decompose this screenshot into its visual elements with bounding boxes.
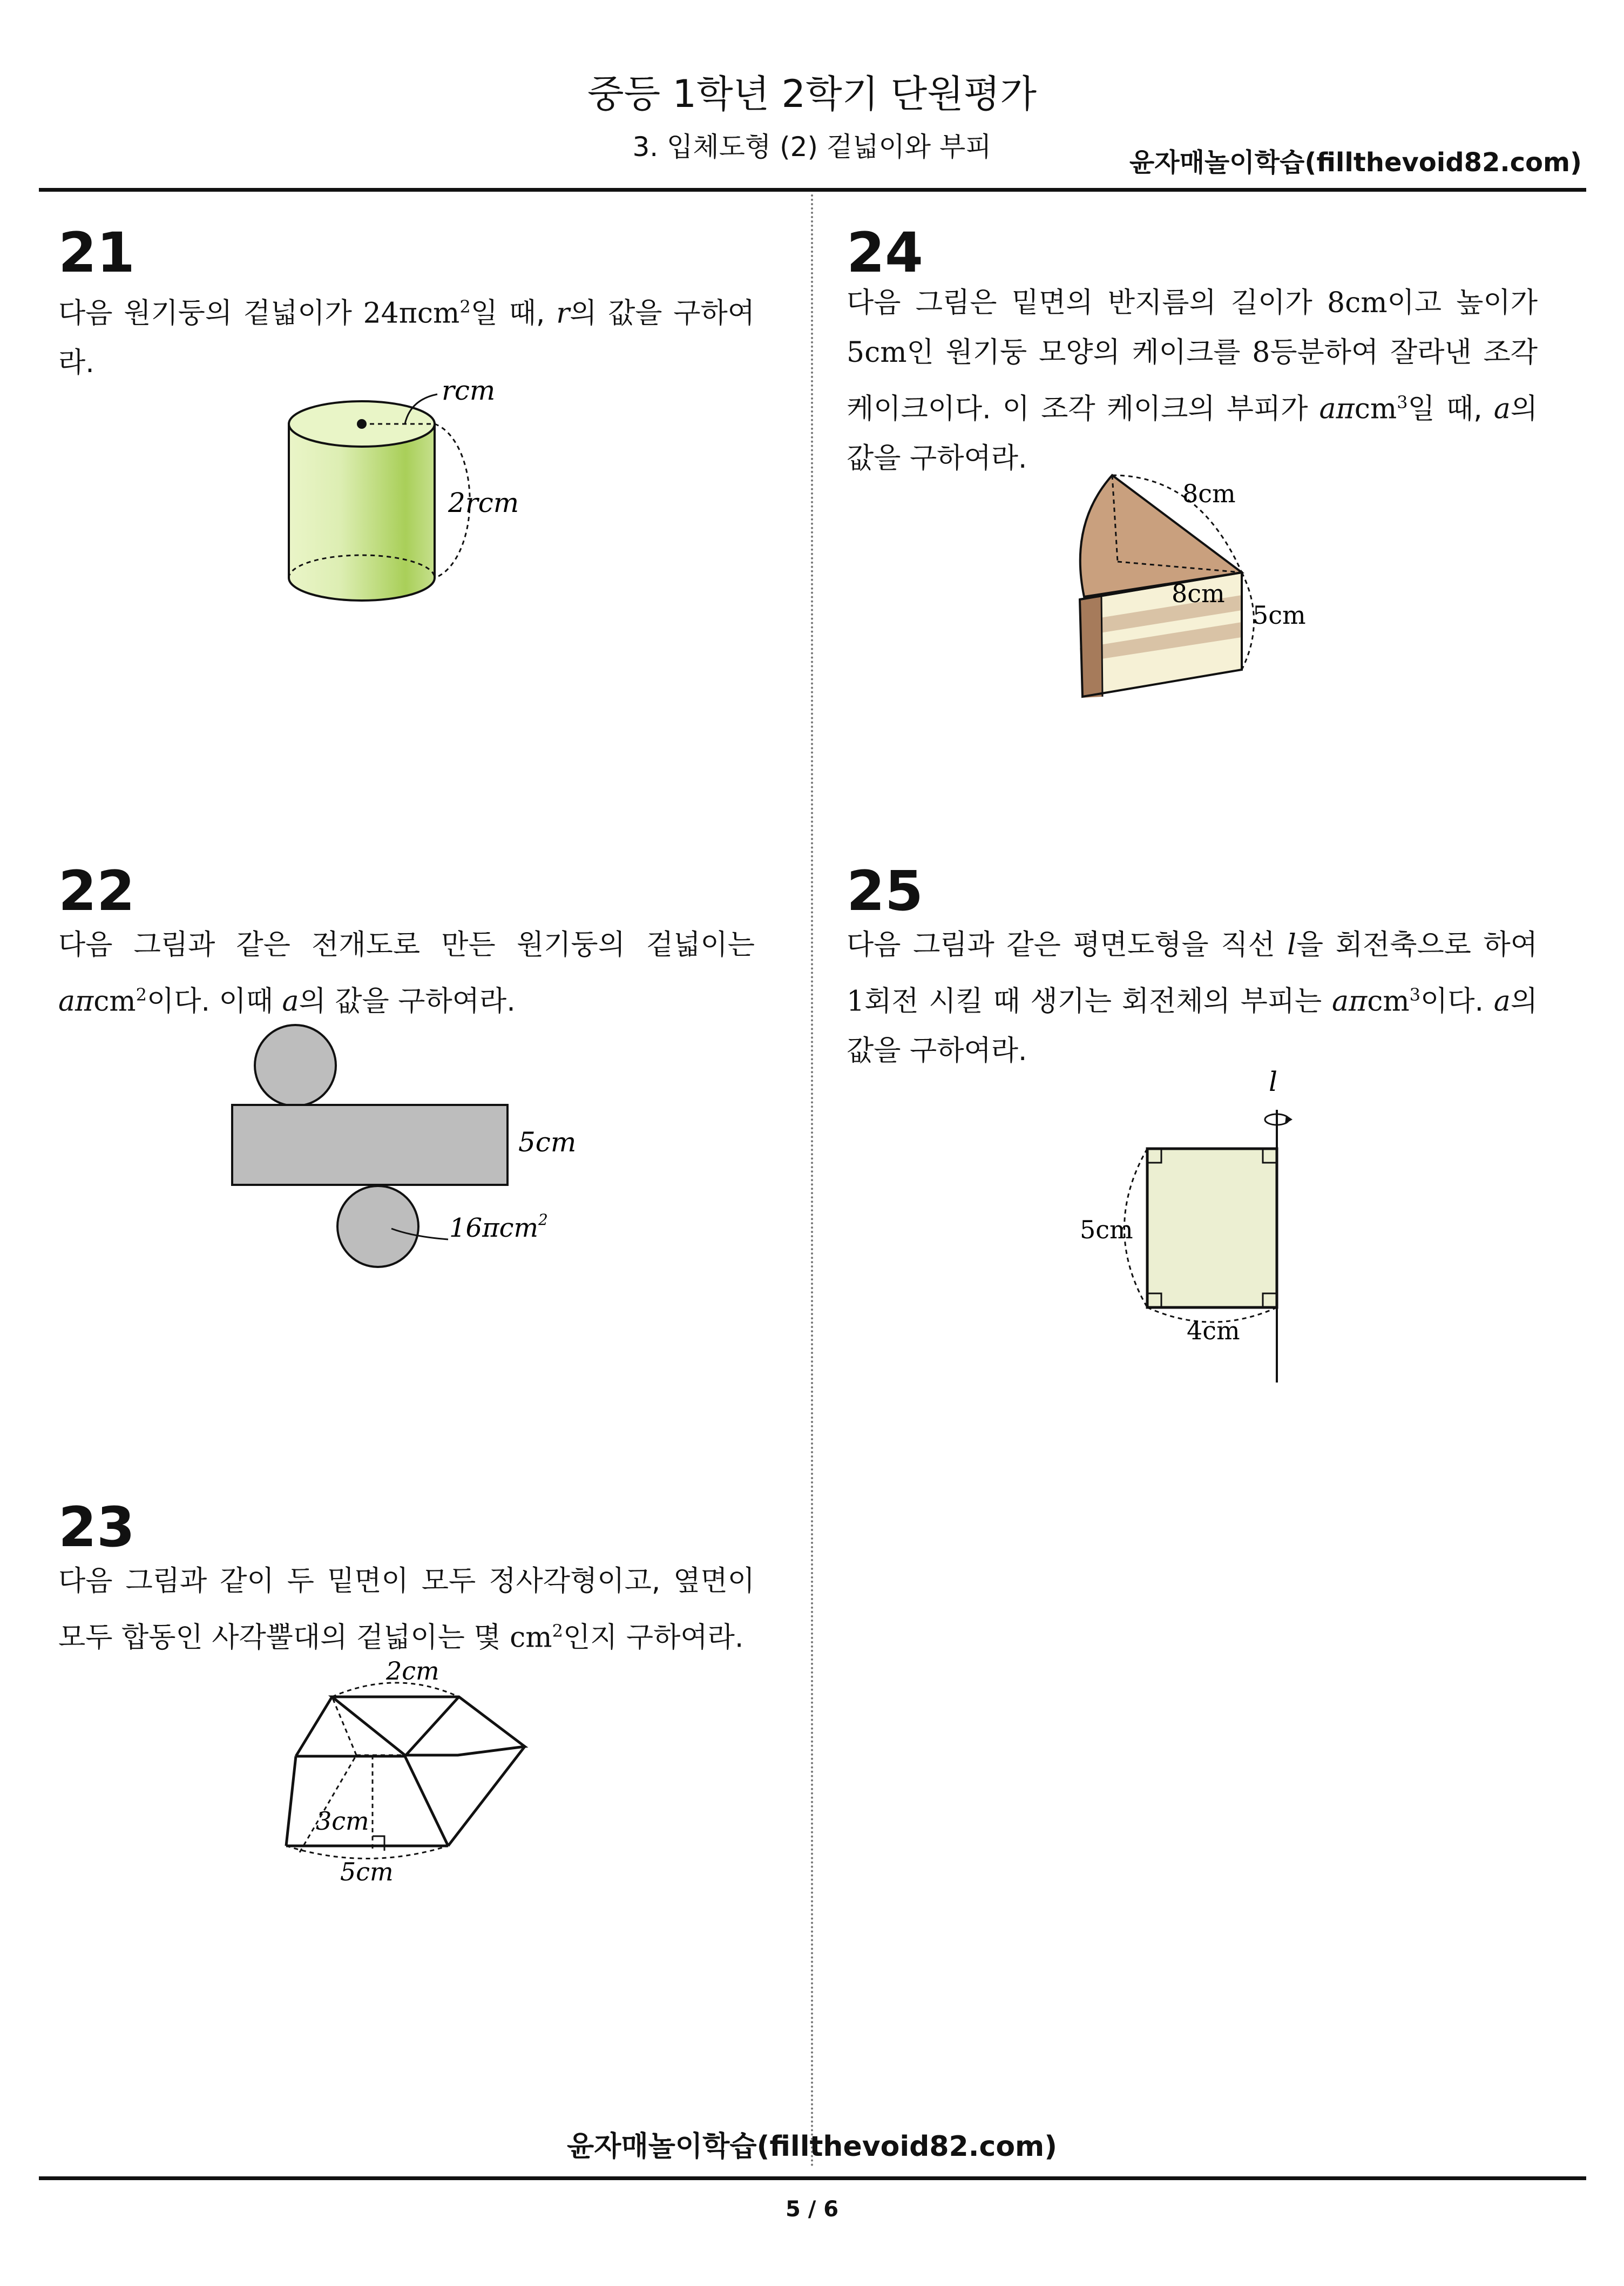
brand-header: 윤자매놀이학습(fillthevoid82.com) [1129,147,1582,178]
question-23-number: 23 [58,1495,135,1560]
rotation-figure [1080,1067,1317,1391]
label-2cm: 2cm [386,1658,439,1685]
column-divider [811,194,813,2168]
header-rule [39,188,1586,192]
cylinder-net-figure [216,1021,594,1275]
label-5cm: 5cm [340,1857,394,1885]
label-axis-l: l [1269,1067,1277,1097]
cake-slice-figure [1058,464,1339,707]
page-number: 5 / 6 [785,2197,839,2222]
question-24-text: 다음 그림은 밑면의 반지름의 길이가 8cm이고 높이가 5cm인 원기둥 모양의 케이크를 8등분하여 잘라낸 조각 케이크이다. 이 조각 케이크의 부피가 aπcm$^3$일 때, a의 값을 구하여라. [847,287,1538,475]
question-23-text: 다음 그림과 같이 두 밑면이 모두 정사각형이고, 옆면이 모두 합동인 사각뿔대의 겉넓이는 몇 $cm^2$인지 구하여라. [58,1565,755,1654]
label-5cm: 5cm [1080,1215,1133,1244]
frustum-figure [270,1658,572,1885]
cylinder-figure [270,373,572,626]
label-rcm: rcm [442,375,496,406]
page-subtitle: 3. 입체도형 (2) 겉넓이와 부피 [632,131,992,163]
label-5cm: 5cm [518,1127,577,1158]
label-radius-8cm: 8cm [1182,479,1236,508]
label-4cm: 4cm [1187,1316,1240,1345]
label-16pi-cm2: 16πcm$^2$ [449,1211,548,1243]
question-24-number: 24 [847,221,923,285]
brand-footer: 윤자매놀이학습(fillthevoid82.com) [566,2130,1057,2163]
page-title: 중등 1학년 2학기 단원평가 [587,72,1037,116]
label-side-8cm: 8cm [1172,579,1225,608]
question-25-text: 다음 그림과 같은 평면도형을 직선 l을 회전축으로 하여 1회전 시킬 때 생기는 회전체의 부피는 aπcm$^3$이다. a의 값을 구하여라. [847,929,1538,1068]
footer-rule [39,2176,1586,2180]
question-22-number: 22 [58,859,135,923]
question-21-number: 21 [58,221,135,285]
question-22-text: 다음 그림과 같은 전개도로 만든 원기둥의 겉넓이는 aπcm$^2$이다. 이때 a의 값을 구하여라. [58,929,755,1018]
question-21-text: 다음 원기둥의 겉넓이가 24πcm$^2$일 때, r의 값을 구하여라. [58,296,755,380]
question-25-number: 25 [847,859,923,923]
label-3cm: 3cm [316,1806,369,1836]
label-2rcm: 2rcm [448,487,519,518]
label-height-5cm: 5cm [1253,601,1306,630]
